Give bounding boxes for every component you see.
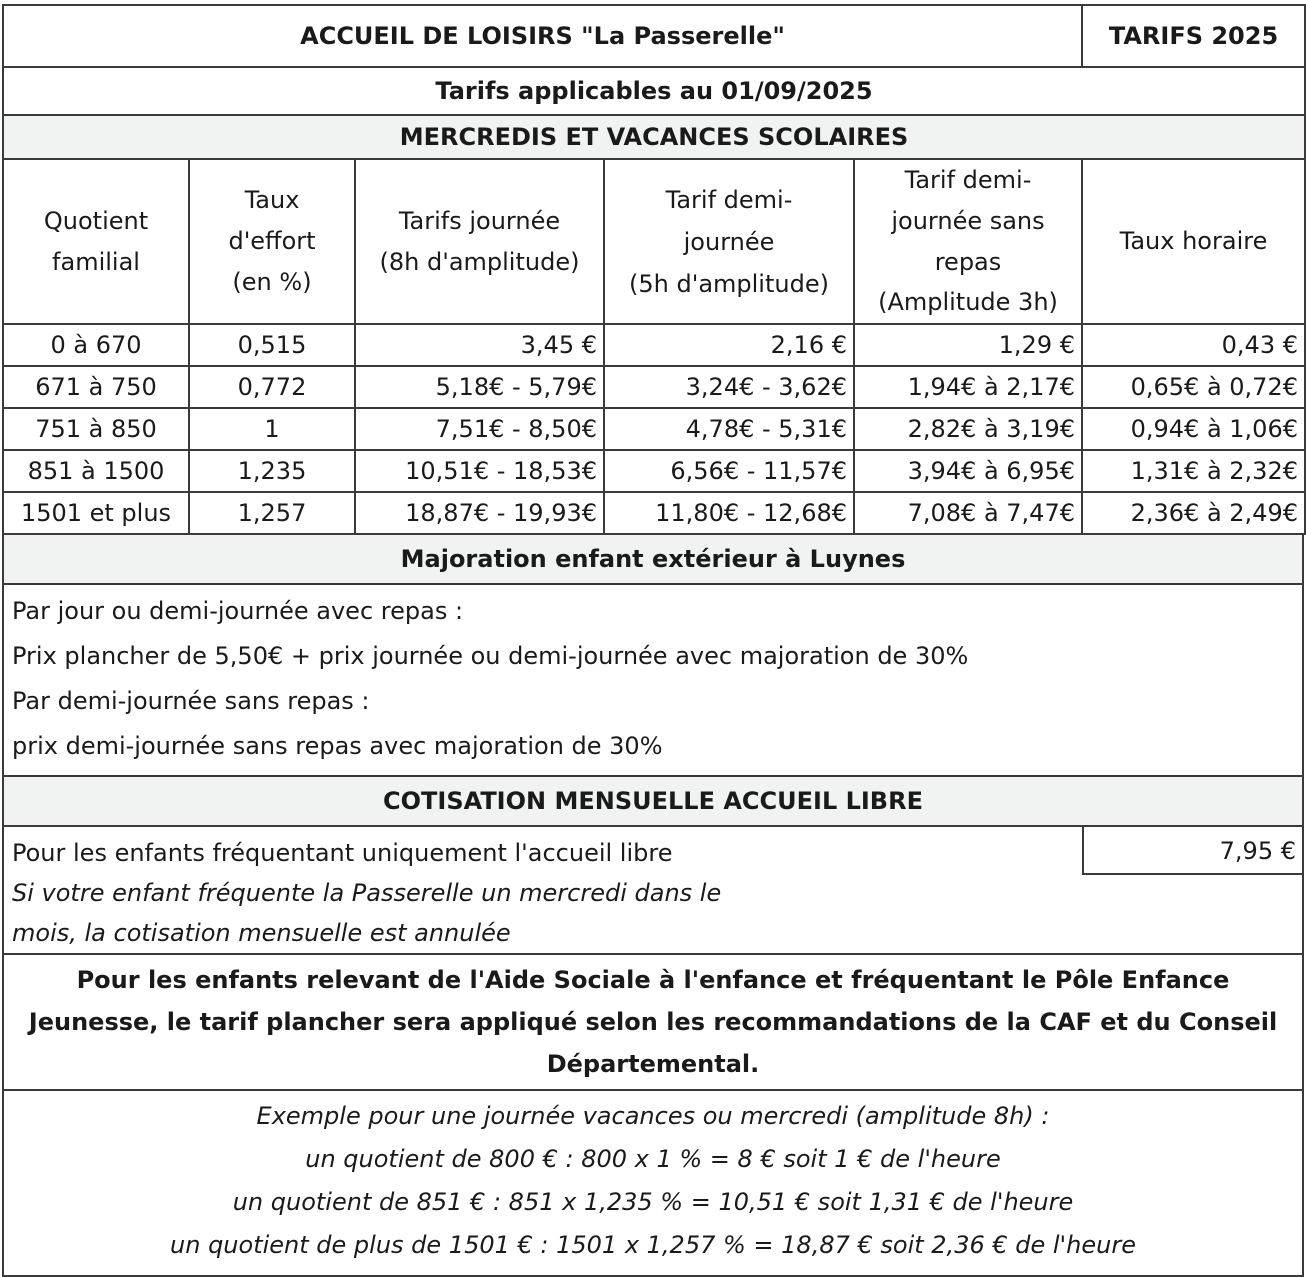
- table-row: [3, 324, 1305, 366]
- cell-demi-journee: 3,24€ - 3,62€: [604, 366, 854, 408]
- cell-taux-horaire: 0,94€ à 1,06€: [1082, 408, 1305, 450]
- header-line: Tarifs journée: [398, 206, 561, 235]
- section-title: MERCREDIS ET VACANCES SCOLAIRES: [3, 115, 1305, 159]
- majoration-line: prix demi-journée sans repas avec majoration de 30%: [12, 732, 663, 761]
- cell-taux-effort: 0,515: [189, 324, 355, 366]
- col-header-taux-horaire: [1082, 159, 1305, 324]
- cotisation-title: COTISATION MENSUELLE ACCUEIL LIBRE: [4, 777, 1302, 827]
- table-row: [3, 450, 1305, 492]
- column-header-row: [3, 159, 1305, 324]
- header-line: Taux: [244, 186, 300, 215]
- cell-demi-sans-repas: 1,94€ à 2,17€: [854, 366, 1082, 408]
- cotisation-price: 7,95 €: [1082, 827, 1304, 875]
- cell-taux-effort: 1,235: [189, 450, 355, 492]
- aide-sociale-line: Jeunesse, le tarif plancher sera appliqué selon les recommandations de la CAF et du Conseil: [28, 1008, 1278, 1037]
- cell-taux-horaire: 2,36€ à 2,49€: [1082, 492, 1305, 534]
- cell-quotient: 671 à 750: [3, 366, 189, 408]
- aide-sociale-note: [2, 955, 1304, 1091]
- exemple-section: [2, 1091, 1304, 1277]
- cell-demi-sans-repas: 1,29 €: [854, 324, 1082, 366]
- document-title: ACCUEIL DE LOISIRS "La Passerelle": [3, 5, 1082, 67]
- cotisation-note: Si votre enfant fréquente la Passerelle un mercredi dans le: [12, 879, 722, 908]
- cotisation-section: [2, 777, 1304, 955]
- cell-demi-journee: 6,56€ - 11,57€: [604, 450, 854, 492]
- cell-taux-horaire: 0,65€ à 0,72€: [1082, 366, 1305, 408]
- year-badge: TARIFS 2025: [1082, 5, 1305, 67]
- cell-journee: 10,51€ - 18,53€: [355, 450, 604, 492]
- exemple-line: un quotient de 800 € : 800 x 1 % = 8 € soit 1 € de l'heure: [305, 1145, 1001, 1174]
- header-line: journée: [683, 227, 775, 256]
- applicable-date: Tarifs applicables au 01/09/2025: [3, 67, 1305, 115]
- table-row: [3, 366, 1305, 408]
- cell-demi-journee: 4,78€ - 5,31€: [604, 408, 854, 450]
- aide-sociale-line: Départemental.: [546, 1050, 760, 1079]
- header-line: (Amplitude 3h): [878, 288, 1058, 317]
- col-header-demi-sans-repas: [854, 159, 1082, 324]
- cotisation-note: mois, la cotisation mensuelle est annulée: [12, 919, 511, 948]
- col-header-journee: [355, 159, 604, 324]
- header-line: (5h d'amplitude): [629, 269, 829, 298]
- cell-quotient: 0 à 670: [3, 324, 189, 366]
- header-line: familial: [52, 247, 140, 276]
- cell-taux-effort: 1: [189, 408, 355, 450]
- exemple-line: un quotient de plus de 1501 € : 1501 x 1,257 % = 18,87 € soit 2,36 € de l'heure: [170, 1231, 1136, 1260]
- cell-demi-sans-repas: 7,08€ à 7,47€: [854, 492, 1082, 534]
- header-line: Tarif demi-: [904, 166, 1032, 194]
- exemple-line: Exemple pour une journée vacances ou mercredi (amplitude 8h) :: [256, 1102, 1050, 1131]
- majoration-section: [2, 535, 1304, 777]
- header-line: Tarif demi-: [665, 185, 793, 214]
- cell-taux-horaire: 1,31€ à 2,32€: [1082, 450, 1305, 492]
- cell-demi-journee: 2,16 €: [604, 324, 854, 366]
- cell-quotient: 1501 et plus: [3, 492, 189, 534]
- majoration-line: Par demi-journée sans repas :: [12, 687, 370, 716]
- header-line: Quotient: [43, 206, 149, 235]
- cotisation-label: Pour les enfants fréquentant uniquement l'accueil libre: [12, 839, 673, 868]
- cell-journee: 18,87€ - 19,93€: [355, 492, 604, 534]
- cell-journee: 5,18€ - 5,79€: [355, 366, 604, 408]
- cell-taux-effort: 1,257: [189, 492, 355, 534]
- table-row: [3, 408, 1305, 450]
- cell-quotient: 751 à 850: [3, 408, 189, 450]
- tarif-table: [2, 4, 1306, 535]
- cell-taux-effort: 0,772: [189, 366, 355, 408]
- header-line: (8h d'amplitude): [379, 247, 580, 276]
- cell-journee: 7,51€ - 8,50€: [355, 408, 604, 450]
- col-header-taux-effort: [189, 159, 355, 324]
- majoration-line: Prix plancher de 5,50€ + prix journée ou demi-journée avec majoration de 30%: [12, 642, 969, 671]
- table-row: [3, 492, 1305, 534]
- col-header-quotient: [3, 159, 189, 324]
- tarif-document: [2, 4, 1304, 1277]
- cell-demi-journee: 11,80€ - 12,68€: [604, 492, 854, 534]
- exemple-line: un quotient de 851 € : 851 x 1,235 % = 10,51 € soit 1,31 € de l'heure: [232, 1188, 1074, 1217]
- col-header-demi-journee: [604, 159, 854, 324]
- header-line: Taux horaire: [1119, 227, 1268, 256]
- header-line: d'effort: [228, 227, 316, 256]
- header-line: repas: [934, 247, 1002, 276]
- cell-journee: 3,45 €: [355, 324, 604, 366]
- aide-sociale-line: Pour les enfants relevant de l'Aide Sociale à l'enfance et fréquentant le Pôle Enfance: [76, 966, 1230, 995]
- cell-demi-sans-repas: 3,94€ à 6,95€: [854, 450, 1082, 492]
- cell-quotient: 851 à 1500: [3, 450, 189, 492]
- cell-demi-sans-repas: 2,82€ à 3,19€: [854, 408, 1082, 450]
- majoration-line: Par jour ou demi-journée avec repas :: [12, 597, 464, 626]
- header-line: (en %): [232, 267, 312, 296]
- cell-taux-horaire: 0,43 €: [1082, 324, 1305, 366]
- majoration-title: Majoration enfant extérieur à Luynes: [4, 535, 1302, 585]
- header-line: journée sans: [891, 206, 1045, 235]
